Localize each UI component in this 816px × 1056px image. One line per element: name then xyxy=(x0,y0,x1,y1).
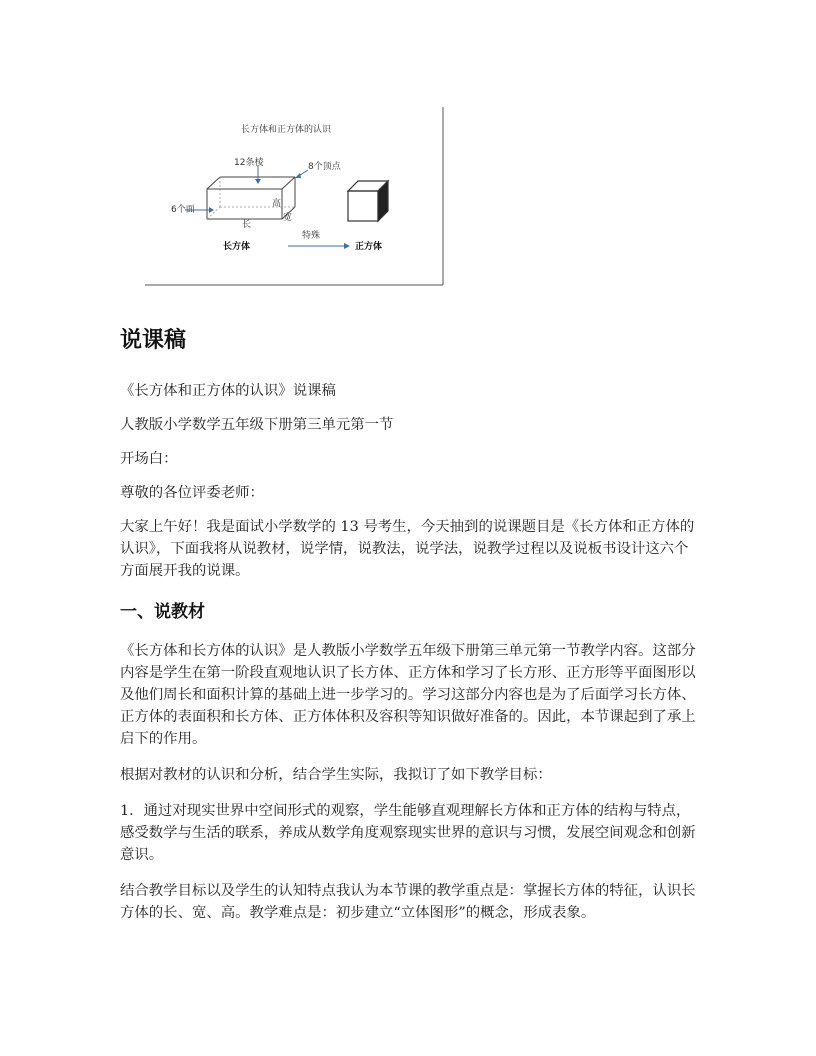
cube-front-face xyxy=(348,191,378,221)
cuboid-cube-diagram xyxy=(145,107,445,287)
document-body xyxy=(120,326,700,924)
goal-item-1: 1．通过对现实世界中空间形式的观察，学生能够直观理解长方体和正方体的结构与特点，感受数学与生活的联系，养成从数学角度观察现实世界的意识与习惯，发展空间观念和创新意识。 xyxy=(120,803,696,863)
doc-title: 说课稿 xyxy=(120,328,187,353)
label-cuboid: 长方体 xyxy=(223,242,251,252)
opening-label: 开场白： xyxy=(120,451,178,467)
cuboid-edge xyxy=(207,177,220,189)
label-width: 宽 xyxy=(283,213,293,223)
greeting: 尊敬的各位评委老师： xyxy=(120,485,264,501)
label-length: 长 xyxy=(242,220,252,230)
arrowhead xyxy=(255,179,261,184)
doc-source: 人教版小学数学五年级下册第三单元第一节 xyxy=(120,417,394,433)
label-12-edges: 12条棱 xyxy=(234,158,264,168)
intro-paragraph: 大家上午好！我是面试小学数学的 13 号考生，今天抽到的说课题目是《长方体和正方体的认识》，下面我将从说教材，说学情，说教法，说学法，说教学过程以及说板书设计这六个方面展开我的说课。 xyxy=(120,519,695,579)
goals-intro-paragraph: 根据对教材的认识和分析，结合学生实际，我拟订了如下教学目标： xyxy=(120,767,552,783)
arrowhead xyxy=(209,207,214,213)
cube-side-face xyxy=(378,181,388,221)
focus-paragraph: 结合教学目标以及学生的认知特点我认为本节课的教学重点是：掌握长方体的特征，认识长方体的长、宽、高。教学难点是：初步建立“立体图形”的概念，形成表象。 xyxy=(120,883,696,921)
diagram-title: 长方体和正方体的认识 xyxy=(241,125,332,135)
cuboid-front-face xyxy=(207,189,282,219)
label-cube: 正方体 xyxy=(355,242,383,252)
section-heading-textbook: 一、说教材 xyxy=(120,602,205,622)
doc-subtitle: 《长方体和正方体的认识》说课稿 xyxy=(120,383,336,399)
arrowhead xyxy=(344,243,350,249)
label-height: 高 xyxy=(272,199,282,209)
label-6-faces: 6个面 xyxy=(171,205,195,215)
cuboid-edge xyxy=(282,177,295,189)
label-8-vertices: 8个顶点 xyxy=(308,162,341,172)
cuboid-hidden-edge xyxy=(207,207,220,219)
label-special: 特殊 xyxy=(302,231,321,241)
section1-paragraph: 《长方体和长方体的认识》是人教版小学数学五年级下册第三单元第一节教学内容。这部分内容是学生在第一阶段直观地认识了长方体、正方体和学习了长方形、正方形等平面图形以及他们周长和面积计算的基础上进一步学习的。学习这部分内容也是为了后面学习长方体、正方体的表面积和长方体、正方体体积及容积等知识做好准备的。因此，本节课起到了承上启下的作用。 xyxy=(120,643,696,747)
arrowhead xyxy=(295,173,301,178)
